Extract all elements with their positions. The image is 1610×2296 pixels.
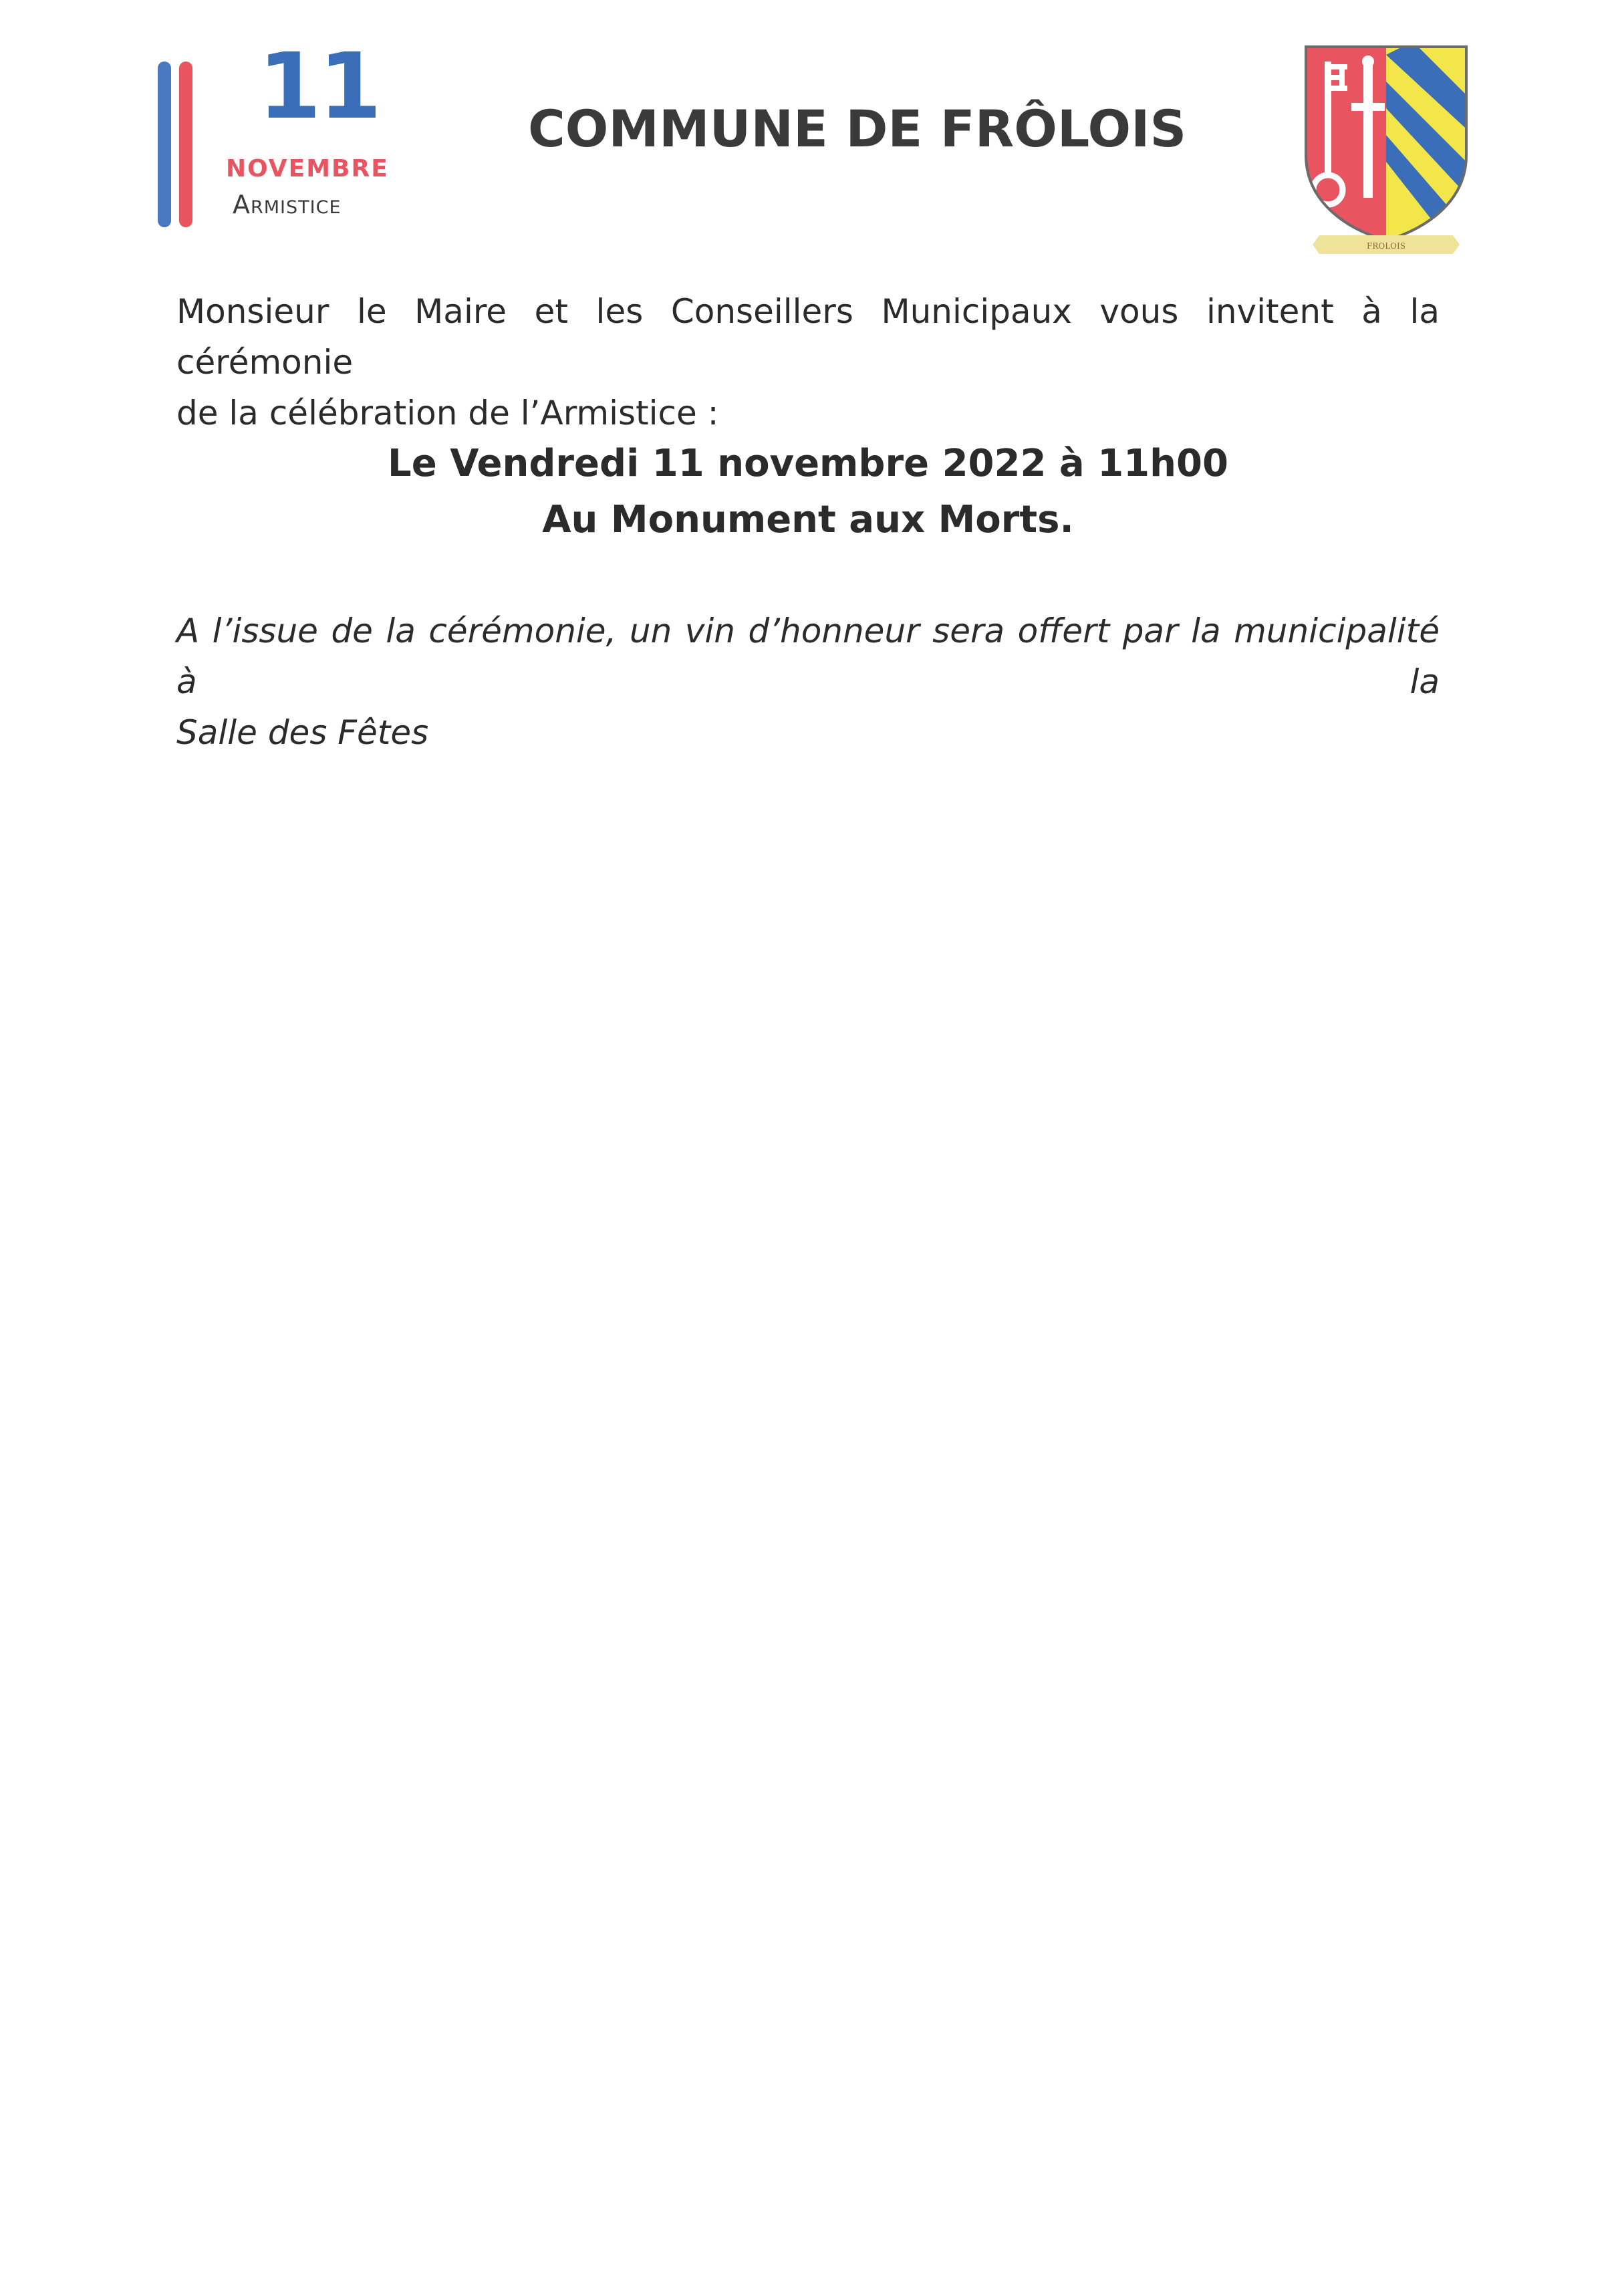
coat-motto: FROLOIS <box>1367 241 1405 251</box>
logo-day-number: 11 <box>258 34 380 140</box>
logo-month: NOVEMBRE <box>226 155 389 182</box>
reception-paragraph <box>176 606 1440 758</box>
event-place: Au Monument aux Morts. <box>542 498 1074 541</box>
armistice-logo <box>158 34 398 234</box>
flag-blue-stripe <box>158 61 171 227</box>
flag-red-stripe <box>179 61 192 227</box>
reception-line-1: A l’issue de la cérémonie, un vin d’honneur sera offert par la municipalité à la <box>176 612 1440 701</box>
coat-of-arms-icon <box>1299 41 1473 255</box>
intro-paragraph <box>176 286 1440 438</box>
intro-line-1: Monsieur le Maire et les Conseillers Municipaux vous invitent à la cérémonie <box>176 292 1440 382</box>
event-date: Le Vendredi 11 novembre 2022 à 11h00 <box>388 442 1228 485</box>
logo-event: Armistice <box>233 190 342 219</box>
reception-line-2: Salle des Fêtes <box>176 713 429 752</box>
event-details <box>176 436 1440 548</box>
page-title: COMMUNE DE FRÔLOIS <box>528 99 1187 158</box>
intro-line-2: de la célébration de l’Armistice : <box>176 394 719 432</box>
